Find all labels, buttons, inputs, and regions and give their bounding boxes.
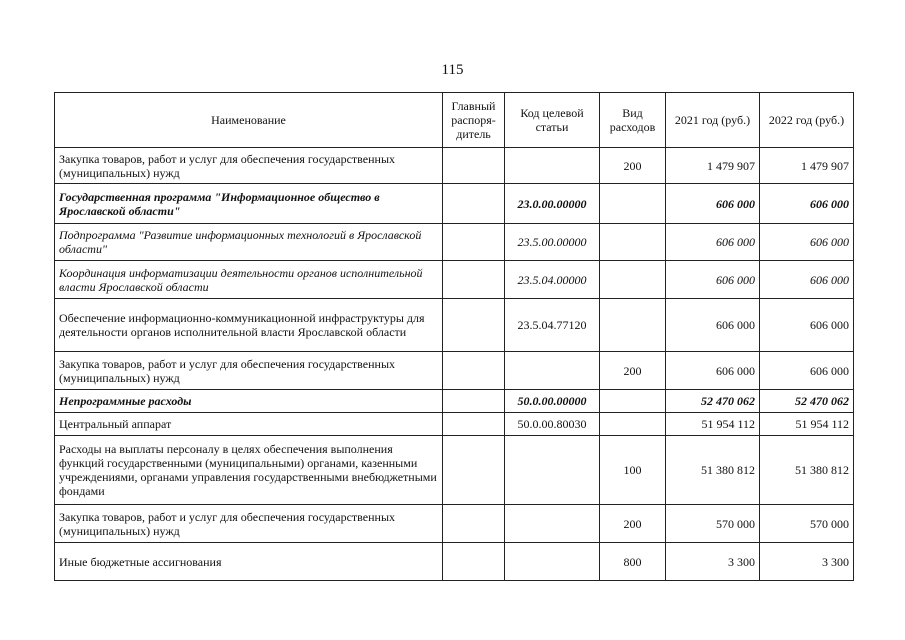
row-type <box>600 184 666 224</box>
row-name: Координация информатизации деятельности органов исполнительной власти Ярославской области <box>55 261 443 299</box>
header-code: Код целевой статьи <box>505 93 600 148</box>
row-2022: 606 000 <box>760 224 854 261</box>
table-row <box>55 413 854 436</box>
row-type <box>600 413 666 436</box>
header-name: Наименование <box>55 93 443 148</box>
row-manager <box>443 543 505 581</box>
row-type <box>600 224 666 261</box>
table-row <box>55 299 854 352</box>
budget-table <box>54 92 854 581</box>
table-row <box>55 224 854 261</box>
row-code: 23.5.00.00000 <box>505 224 600 261</box>
row-2021: 52 470 062 <box>666 390 760 413</box>
row-2022: 3 300 <box>760 543 854 581</box>
row-name: Государственная программа "Информационное общество в Ярославской области" <box>55 184 443 224</box>
row-type: 200 <box>600 148 666 184</box>
row-2021: 51 954 112 <box>666 413 760 436</box>
row-2022: 606 000 <box>760 299 854 352</box>
table-row <box>55 505 854 543</box>
page-number: 115 <box>441 62 464 78</box>
header-manager: Главный распоря- дитель <box>443 93 505 148</box>
row-2022: 606 000 <box>760 261 854 299</box>
row-name: Расходы на выплаты персоналу в целях обеспечения выполнения функций государственными (муниципальными) органами, казенными учреждениями, органами управления государственными внебюджетными фондами <box>55 436 443 505</box>
row-2021: 606 000 <box>666 261 760 299</box>
row-name: Обеспечение информационно-коммуникационной инфраструктуры для деятельности органов исполнительной власти Ярославской области <box>55 299 443 352</box>
row-manager <box>443 413 505 436</box>
row-2021: 1 479 907 <box>666 148 760 184</box>
row-manager <box>443 352 505 390</box>
row-name: Подпрограмма "Развитие информационных технологий в Ярославской области" <box>55 224 443 261</box>
table-row <box>55 390 854 413</box>
row-type: 200 <box>600 505 666 543</box>
row-manager <box>443 224 505 261</box>
row-manager <box>443 299 505 352</box>
row-2022: 51 380 812 <box>760 436 854 505</box>
row-name: Закупка товаров, работ и услуг для обеспечения государственных (муниципальных) нужд <box>55 352 443 390</box>
row-manager <box>443 505 505 543</box>
row-name: Закупка товаров, работ и услуг для обеспечения государственных (муниципальных) нужд <box>55 148 443 184</box>
table-header-row <box>55 93 854 148</box>
row-type <box>600 299 666 352</box>
table-row <box>55 148 854 184</box>
row-2022: 606 000 <box>760 352 854 390</box>
row-2022: 570 000 <box>760 505 854 543</box>
table-row <box>55 261 854 299</box>
row-code: 23.5.04.00000 <box>505 261 600 299</box>
row-code: 23.0.00.00000 <box>505 184 600 224</box>
row-2022: 606 000 <box>760 184 854 224</box>
row-name: Иные бюджетные ассигнования <box>55 543 443 581</box>
header-2022: 2022 год (руб.) <box>760 93 854 148</box>
row-code <box>505 352 600 390</box>
table-row <box>55 352 854 390</box>
row-code <box>505 505 600 543</box>
row-code <box>505 436 600 505</box>
row-2021: 606 000 <box>666 184 760 224</box>
row-name: Центральный аппарат <box>55 413 443 436</box>
row-code <box>505 543 600 581</box>
header-type: Вид расходов <box>600 93 666 148</box>
row-2021: 570 000 <box>666 505 760 543</box>
row-type: 800 <box>600 543 666 581</box>
row-2021: 51 380 812 <box>666 436 760 505</box>
row-code: 23.5.04.77120 <box>505 299 600 352</box>
row-code <box>505 148 600 184</box>
row-2021: 606 000 <box>666 224 760 261</box>
row-manager <box>443 184 505 224</box>
row-manager <box>443 261 505 299</box>
row-2021: 606 000 <box>666 299 760 352</box>
row-type <box>600 390 666 413</box>
row-2022: 51 954 112 <box>760 413 854 436</box>
row-type <box>600 261 666 299</box>
row-2022: 52 470 062 <box>760 390 854 413</box>
row-2022: 1 479 907 <box>760 148 854 184</box>
row-2021: 3 300 <box>666 543 760 581</box>
row-code: 50.0.00.80030 <box>505 413 600 436</box>
table-row <box>55 436 854 505</box>
table-row <box>55 184 854 224</box>
row-type: 100 <box>600 436 666 505</box>
table-row <box>55 543 854 581</box>
row-name: Непрограммные расходы <box>55 390 443 413</box>
row-2021: 606 000 <box>666 352 760 390</box>
row-code: 50.0.00.00000 <box>505 390 600 413</box>
header-2021: 2021 год (руб.) <box>666 93 760 148</box>
row-manager <box>443 148 505 184</box>
row-manager <box>443 390 505 413</box>
row-name: Закупка товаров, работ и услуг для обеспечения государственных (муниципальных) нужд <box>55 505 443 543</box>
row-manager <box>443 436 505 505</box>
row-type: 200 <box>600 352 666 390</box>
